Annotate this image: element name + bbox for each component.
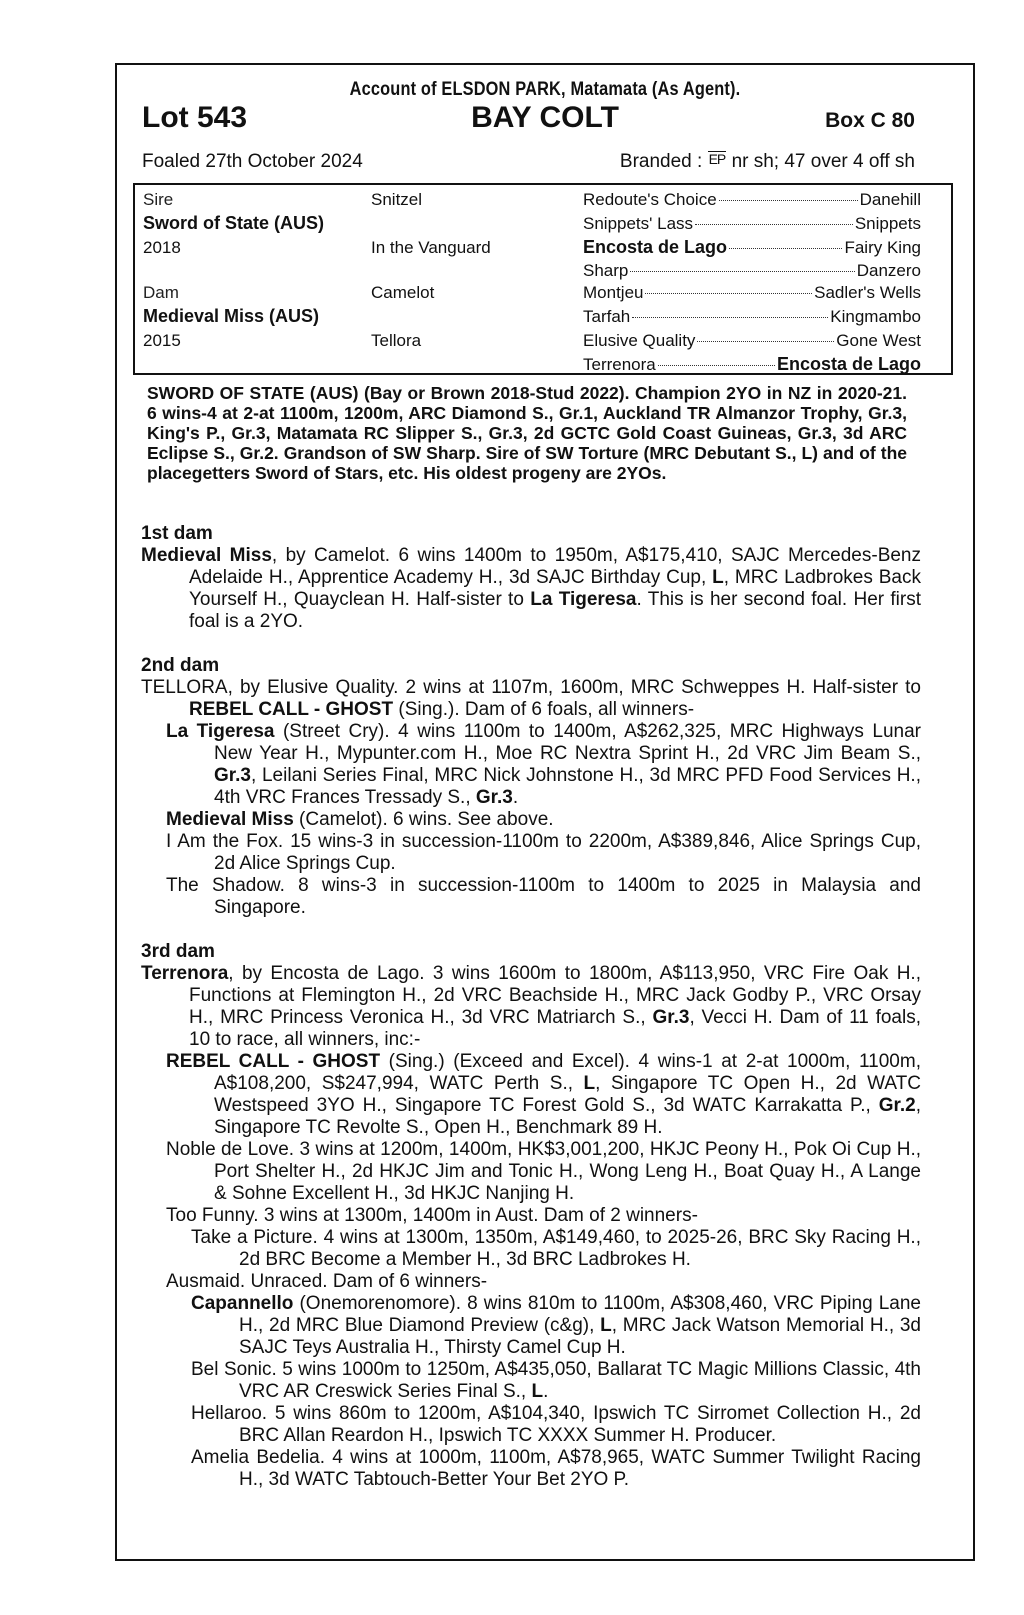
ancestor-left: Elusive Quality xyxy=(583,331,696,350)
ancestor-right: Danzero xyxy=(856,261,921,280)
entry-text: Bel Sonic. 5 wins 1000m to 1250m, A$435,050, Ballarat TC Magic Millions Classic, 4th VRC AR Creswick Series Final S., xyxy=(191,1359,921,1402)
progeny-entry xyxy=(141,721,921,809)
group-badge: Gr.3 xyxy=(214,765,251,786)
leader-dots xyxy=(695,224,853,225)
brand-mark-icon: EP xyxy=(708,151,726,167)
leader-dots xyxy=(729,248,842,249)
dam-name: Medieval Miss (AUS) xyxy=(143,306,320,326)
entry-text: (Street Cry). 4 wins 1100m to 1400m, A$262,325, MRC Highways Lunar New Year H., Mypunter.com H., Moe RC Nextra Sprint H., 2d VRC Jim Beam S., xyxy=(214,721,921,764)
ancestor-row xyxy=(583,190,921,210)
entry-text: , Vecci H. Dam of 11 foals, 10 to race, all winners, inc:- xyxy=(189,1007,921,1050)
ancestor-left: Montjeu xyxy=(583,283,644,302)
entry-text: (Sing.). Dam of 6 foals, all winners- xyxy=(393,699,695,720)
progeny-entry xyxy=(141,1051,921,1139)
third-dam-entry xyxy=(141,963,921,1051)
ancestor-row xyxy=(583,214,921,234)
leader-dots xyxy=(630,271,854,272)
ancestor-left: Redoute's Choice xyxy=(583,190,717,209)
horse-name: Capannello xyxy=(191,1293,294,1314)
sire-sire: Snitzel xyxy=(371,190,423,209)
listed-badge: L xyxy=(531,1381,544,1402)
third-dam-section xyxy=(141,941,921,1491)
grand-progeny-entry xyxy=(141,1293,921,1359)
listed-badge: L xyxy=(583,1073,596,1094)
group-badge: Gr.2 xyxy=(878,1095,916,1116)
second-dam-section xyxy=(141,655,921,919)
branded-suffix: nr sh; 47 over 4 off sh xyxy=(731,151,915,172)
ancestor-right: Encosta de Lago xyxy=(776,354,921,374)
ancestor-right: Snippets xyxy=(854,214,921,233)
leader-dots xyxy=(658,365,775,366)
listed-badge: L xyxy=(600,1315,612,1336)
leader-dots xyxy=(719,200,858,201)
ancestor-right: Sadler's Wells xyxy=(814,283,921,302)
entry-text: , Leilani Series Final, MRC Nick Johnstone H., 3d MRC PFD Food Services H., 4th VRC Frances Tressady S., xyxy=(214,765,921,808)
group-badge: Gr.3 xyxy=(652,1007,690,1028)
ancestor-right: Gone West xyxy=(836,331,921,350)
horse-name: REBEL CALL - GHOST xyxy=(166,1051,381,1072)
foaled-date: Foaled 27th October 2024 xyxy=(142,151,363,172)
ancestor-row xyxy=(583,354,921,375)
entry-text: , Singapore TC Revolte S., Open H., Benchmark 89 H. xyxy=(214,1095,921,1138)
ancestor-right: Kingmambo xyxy=(830,307,921,326)
brand-info xyxy=(620,151,915,173)
leader-dots xyxy=(632,317,828,318)
first-dam-entry xyxy=(141,545,921,633)
listed-badge: L xyxy=(712,567,724,588)
group-badge: Gr.3 xyxy=(475,787,513,808)
grand-progeny-entry: Hellaroo. 5 wins 860m to 1200m, A$104,340, Ipswich TC Sirromet Collection H., 2d BRC Allan Reardon H., Ipswich TC XXXX Summer H. Producer. xyxy=(191,1403,921,1446)
sire-description: SWORD OF STATE (AUS) (Bay or Brown 2018-Stud 2022). Champion 2YO in NZ in 2020-21. 6 wins-4 at 2-at 1100m, 1200m, ARC Diamond S., Gr.1, Auckland TR Almanzor Trophy, Gr.3, King's P., Gr.3, Matamata RC Slipper S., Gr.3, 2d GCTC Gold Coast Guineas, Gr.3, 3d ARC Eclipse S., Gr.2. Grandson of SW Sharp. Sire of SW Torture (MRC Debutant S., L) and of the placegetters Sword of Stars, etc. His oldest progeny are 2YOs. xyxy=(147,383,907,483)
second-dam-intro xyxy=(141,677,921,721)
first-dam-heading: 1st dam xyxy=(141,523,213,544)
pedigree-table xyxy=(133,183,953,375)
ancestor-row xyxy=(583,307,921,327)
horse-name: Terrenora xyxy=(141,963,229,984)
entry-text: . xyxy=(543,1381,549,1402)
first-dam-section xyxy=(141,523,921,633)
dam-label: Dam xyxy=(143,283,179,302)
horse-name: Medieval Miss xyxy=(166,809,294,830)
second-dam-heading: 2nd dam xyxy=(141,655,220,676)
entry-text: (Camelot). 6 wins. See above. xyxy=(293,809,554,830)
vendor-account: Account of ELSDON PARK, Matamata (As Agent). xyxy=(349,79,741,100)
progeny-entry: Noble de Love. 3 wins at 1200m, 1400m, HK$3,001,200, HKJC Peony H., Pok Oi Cup H., Port Shelter H., 2d HKJC Jim and Tonic H., Wong Leng H., Boat Quay H., A Lange & Sohne Excellent H., 3d HKJC Nanjing H. xyxy=(166,1139,921,1204)
ancestor-left: Tarfah xyxy=(583,307,631,326)
third-dam-heading: 3rd dam xyxy=(141,941,215,962)
entry-text: , Singapore TC Open H., 2d WATC Westspeed 3YO H., Singapore TC Forest Gold S., 3d WATC Karrakatta P., xyxy=(214,1073,921,1116)
ancestor-row xyxy=(583,331,921,351)
sire-year: 2018 xyxy=(143,238,181,257)
sire-label: Sire xyxy=(143,190,174,209)
ancestor-left: Terrenora xyxy=(583,355,656,374)
dam-dam: Tellora xyxy=(371,331,422,350)
entry-text: , MRC Ladbrokes Back Yourself H., Quayclean H. Half-sister to xyxy=(189,567,921,610)
dam-sire: Camelot xyxy=(371,283,435,302)
stable-box: Box C 80 xyxy=(825,109,915,132)
progeny-entry xyxy=(141,809,921,831)
entry-text: (Sing.) (Exceed and Excel). 4 wins-1 at 2-at 1000m, 1100m, A$108,200, S$247,994, WATC Perth S., xyxy=(214,1051,921,1094)
branded-prefix: Branded : xyxy=(619,151,703,172)
grand-progeny-entry: Amelia Bedelia. 4 wins at 1000m, 1100m, A$78,965, WATC Summer Twilight Racing H., 3d WATC Tabtouch-Better Your Bet 2YO P. xyxy=(191,1447,921,1490)
sister-name: La Tigeresa xyxy=(530,589,637,610)
progeny-entry: The Shadow. 8 wins-3 in succession-1100m to 1400m to 2025 in Malaysia and Singapore. xyxy=(166,875,921,918)
horse-sex-colour: BAY COLT xyxy=(471,101,619,134)
ancestor-row xyxy=(583,283,921,303)
progeny-entry: I Am the Fox. 15 wins-3 in succession-1100m to 2200m, A$389,846, Alice Springs Cup, 2d Alice Springs Cup. xyxy=(166,831,921,874)
ancestor-left: Encosta de Lago xyxy=(583,237,728,257)
entry-text: . This is her second foal. Her first foal is a 2YO. xyxy=(189,589,921,632)
ancestor-row xyxy=(583,261,921,281)
leader-dots xyxy=(645,293,812,294)
grand-progeny-entry: Take a Picture. 4 wins at 1300m, 1350m, A$149,460, to 2025-26, BRC Sky Racing H., 2d BRC Become a Member H., 3d BRC Ladbrokes H. xyxy=(191,1227,921,1270)
entry-text: (Onemorenomore). 8 wins 810m to 1100m, A$308,460, VRC Piping Lane H., 2d MRC Blue Diamond Preview (c&g), xyxy=(239,1293,921,1336)
sire-name: Sword of State (AUS) xyxy=(143,213,325,233)
horse-name: REBEL CALL - GHOST xyxy=(189,699,394,720)
lot-number: Lot 543 xyxy=(142,101,248,134)
catalogue-page xyxy=(115,63,975,1561)
grand-progeny-entry xyxy=(141,1359,921,1403)
entry-text: , by Encosta de Lago. 3 wins 1600m to 1800m, A$113,950, VRC Fire Oak H., Functions at Flemington H., 2d VRC Beachside H., MRC Jack Godby P., VRC Orsay H., MRC Princess Veronica H., 3d VRC Matriarch S., xyxy=(189,963,921,1028)
progeny-entry: Too Funny. 3 wins at 1300m, 1400m in Aust. Dam of 2 winners- xyxy=(166,1205,698,1226)
entry-text: . xyxy=(512,787,519,808)
ancestor-left: Sharp xyxy=(583,261,629,280)
ancestor-right: Fairy King xyxy=(844,238,921,257)
leader-dots xyxy=(697,341,834,342)
ancestor-right: Danehill xyxy=(859,190,921,209)
entry-text: , MRC Jack Watson Memorial H., 3d SAJC Teys Australia H., Thirsty Camel Cup H. xyxy=(239,1315,921,1358)
sire-dam: In the Vanguard xyxy=(371,238,491,257)
dam-year: 2015 xyxy=(143,331,181,350)
entry-text: , by Camelot. 6 wins 1400m to 1950m, A$175,410, SAJC Mercedes-Benz Adelaide H., Apprentice Academy H., 3d SAJC Birthday Cup, xyxy=(189,545,921,588)
entry-text: TELLORA, by Elusive Quality. 2 wins at 1107m, 1600m, MRC Schweppes H. Half-sister to xyxy=(141,677,921,698)
horse-name: La Tigeresa xyxy=(166,721,275,742)
ancestor-row xyxy=(583,237,921,258)
progeny-entry: Ausmaid. Unraced. Dam of 6 winners- xyxy=(166,1271,488,1292)
dam-name: Medieval Miss xyxy=(141,545,272,566)
ancestor-left: Snippets' Lass xyxy=(583,214,694,233)
